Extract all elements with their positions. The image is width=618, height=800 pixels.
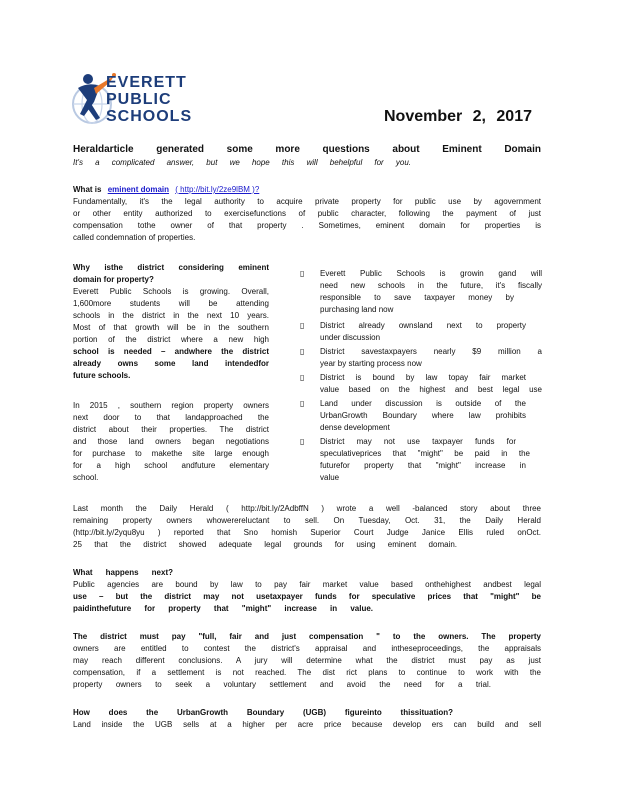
ugb-line: Land inside the UGB sells at a higher per acre price because develop ers can build and sell xyxy=(73,720,541,729)
bullet-line: Land under discussion is outside of the xyxy=(320,399,526,408)
bullet-line: need new schools in the future, it's fiscally xyxy=(320,281,542,290)
bullet-marker-icon: ▯ xyxy=(300,321,305,330)
herald-line: (http://bit.ly/2yqu8yu ) reported that Sno homish Superior Court Judge Janice Ellis ruled onOct. xyxy=(73,528,541,537)
bullet-line: purchasing land now xyxy=(320,305,394,314)
growth-line: Most of that growth will be in the southern xyxy=(73,323,269,332)
eminent-domain-url[interactable]: ( http://bit.ly/2ze9lBM )? xyxy=(175,185,260,194)
bullet-line: District savestaxpayers nearly $9 million a xyxy=(320,347,542,356)
history-line: district about their properties. The district xyxy=(73,425,269,434)
compensation-line: property owners to seek a voluntary settlement and avoid the need for a trial. xyxy=(73,680,491,689)
history-line: for purchase to makethe site large enough xyxy=(73,449,269,458)
bullet-line: Everett Public Schools is growin gand will xyxy=(320,269,542,278)
what-happens-next-heading: What happens next? xyxy=(73,568,173,577)
logo-line-public: PUBLIC xyxy=(106,91,172,108)
compensation-line: The district must pay "full, fair and just compensation " to the owners. The property xyxy=(73,632,541,641)
why-district-heading-line2: domain for property? xyxy=(73,275,154,284)
herald-line: Last month the Daily Herald ( http://bit.ly/2AdbffN ) wrote a well -balanced story about three xyxy=(73,504,541,513)
compensation-line: compensation, if a settlement is not reached. The dist rict plans to continue to work with the xyxy=(73,668,541,677)
bullet-line: speculativeprices that "might" be paid in the xyxy=(320,449,530,458)
herald-line: remaining property owners whowerereluctant to sell. On Tuesday, Oct. 31, the Daily Herald xyxy=(73,516,541,525)
definition-line: compensation tothe owner of that property . Sometimes, eminent domain for properties is xyxy=(73,221,541,230)
ugb-heading: How does the UrbanGrowth Boundary (UGB) figureinto thissituation? xyxy=(73,708,453,717)
bullet-line: value based on the highest and best legal use xyxy=(320,385,542,394)
logo-line-everett: EVERETT xyxy=(106,74,187,91)
bullet-marker-icon: ▯ xyxy=(300,399,305,408)
why-district-heading: Why isthe district considering eminent xyxy=(73,263,269,272)
definition-line: Fundamentally, it's the legal authority to acquire private property for public use by agovernment xyxy=(73,197,541,206)
bullet-marker-icon: ▯ xyxy=(300,269,305,278)
growth-line: portion of the district where a new high xyxy=(73,335,269,344)
bullet-line: futurefor property that "might" increase in xyxy=(320,461,526,470)
growth-line: schools in the district in the next 10 years. xyxy=(73,311,269,320)
history-line: school. xyxy=(73,473,99,482)
bullet-marker-icon: ▯ xyxy=(300,373,305,382)
bullet-line: UrbanGrowth Boundary where law prohibits xyxy=(320,411,526,420)
next-line: Public agencies are bound by law to pay fair market value based onthehighest andbest legal xyxy=(73,580,541,589)
article-subtitle: It's a complicated answer, but we hope this will behelpful for you. xyxy=(73,158,411,167)
history-line: next door to that landapproached the xyxy=(73,413,269,422)
growth-line: already owns some land intendedfor xyxy=(73,359,269,368)
article-title: Heraldarticle generated some more questions about Eminent Domain xyxy=(73,144,541,155)
compensation-line: owners are entitled to contest the district's appraisal and intheseproceedings, the appraisals xyxy=(73,644,541,653)
definition-line: or other entity authorized to exercisefunctions of public character, following the payment of just xyxy=(73,209,541,218)
document-date: November 2, 2017 xyxy=(384,108,532,125)
bullet-line: value xyxy=(320,473,340,482)
bullet-marker-icon: ▯ xyxy=(300,347,305,356)
history-line: and those land owners began negotiations xyxy=(73,437,269,446)
next-line: paidinthefuture for property that "might" increase in value. xyxy=(73,604,373,613)
section-eminent-domain-heading xyxy=(73,184,323,196)
growth-line: school is needed – andwhere the district xyxy=(73,347,269,356)
bullet-marker-icon: ▯ xyxy=(300,437,305,446)
logo-line-schools: SCHOOLS xyxy=(106,108,193,125)
herald-line: 25 that the district showed adequate legal grounds for using eminent domain. xyxy=(73,540,457,549)
compensation-line: may reach different conclusions. A jury will determine what the district must pay as just xyxy=(73,656,541,665)
bullet-line: District already ownsland next to property xyxy=(320,321,526,330)
bullet-line: responsible to save taxpayer money by xyxy=(320,293,514,302)
history-line: for a high school andfuture elementary xyxy=(73,461,269,470)
definition-line: called condemnation of properties. xyxy=(73,233,196,242)
growth-line: 1,600more students will be attending xyxy=(73,299,269,308)
district-logo xyxy=(70,68,210,130)
history-line: In 2015 , southern region property owners xyxy=(73,401,269,410)
bullet-line: District is bound by law topay fair market xyxy=(320,373,526,382)
bullet-line: under discussion xyxy=(320,333,381,342)
growth-line: future schools. xyxy=(73,371,131,380)
heading-text: What is xyxy=(73,185,102,194)
bullet-line: District may not use taxpayer funds for xyxy=(320,437,516,446)
bullet-line: year by starting process now xyxy=(320,359,422,368)
next-line: use – but the district may not usetaxpayer funds for speculative prices that "might" be xyxy=(73,592,541,601)
bullet-line: dense development xyxy=(320,423,390,432)
eminent-domain-link[interactable]: eminent domain xyxy=(107,185,170,194)
growth-line: Everett Public Schools is growing. Overall, xyxy=(73,287,269,296)
